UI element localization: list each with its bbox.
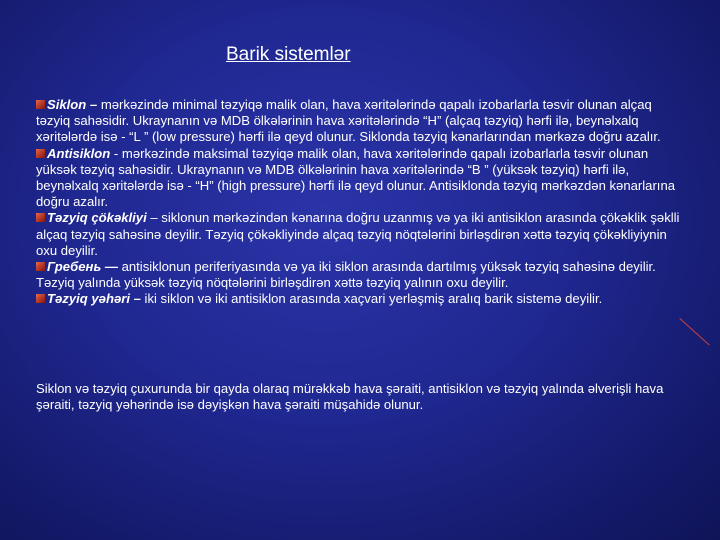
term-label: Antisiklon	[47, 145, 111, 161]
definition-text: iki siklon və iki antisiklon arasında xaçvari yerləşmiş aralıq barik sistemə deyilir.	[140, 291, 603, 307]
decorative-line	[679, 318, 709, 346]
term-label: Siklon –	[47, 97, 98, 112]
slide-title: Barik sistemlər	[226, 44, 351, 65]
term-label: Təzyiq yəhəri –	[47, 291, 141, 307]
definition-text: – siklonun mərkəzindən kənarına doğru uzanmış və ya iki antisiklon arasında çökəklik şəklli alçaq təzyiq sahəsinə deyilir. Təzyiq çökəkliyində alçaq təzyiq nöqtələrini birləşdirən xəttə təzyiq çökəkliyiynin oxu deyilir.	[36, 210, 680, 258]
square-bullet-icon	[36, 262, 45, 271]
definition-tezyiq-cokekliyi	[36, 210, 684, 259]
term-label: Təzyiq çökəkliyi	[47, 210, 147, 226]
definition-text: - mərkəzində maksimal təzyiqə malik olan, hava xəritələrində qapalı izobarlarla təsvir olunan yüksək təzyiq sahəsidir. Ukraynanın və MDB ölkələrinin hava xəritələrində “B ” (yüksək təzyiq) hərfi ilə, beynəlxalq xəritələrdə isə - “H” (high pressure) hərfi ilə qeyd olunur. Antisiklonda təzyiq mərkəzdən kənarlarına doğru azalır.	[36, 145, 676, 210]
definition-text: antisiklonun periferiyasında və ya iki siklon arasında dartılmış yüksək təzyiq sahəsinə deyilir. Təzyiq yalında yüksək təzyiq nöqtələrini birləşdirən xəttə təzyiq yalının oxu deyilir.	[36, 259, 656, 291]
definition-text: mərkəzində minimal təzyiqə malik olan, hava xəritələrində qapalı izobarlarla təsvir olunan alçaq təzyiq sahəsidir. Ukraynanın və MDB ölkələrinin hava xəritələrində “H” (alçaq təzyiq) hərfi ilə, beynəlxalq xəritələrdə isə - “L ” (low pressure) hərfi ilə qeyd olunur. Siklonda təzyiq kənarlarından mərkəzə doğru azalır.	[36, 97, 661, 145]
square-bullet-icon	[36, 149, 45, 158]
definition-greben	[36, 259, 684, 291]
square-bullet-icon	[36, 100, 45, 109]
definition-antisiklon	[36, 146, 684, 211]
definition-siklon	[36, 97, 684, 146]
square-bullet-icon	[36, 213, 45, 222]
square-bullet-icon	[36, 294, 45, 303]
definition-tezyiq-yeheri	[36, 291, 684, 307]
definitions-list	[36, 97, 684, 308]
closing-paragraph: Siklon və təzyiq çuxurunda bir qayda olaraq mürəkkəb hava şəraiti, antisiklon və təzyiq yalında əlverişli hava şəraiti, təzyiq yəhərində isə dəyişkən hava şəraiti müşahidə olunur.	[36, 381, 664, 413]
term-label: Гребень —	[47, 259, 118, 275]
